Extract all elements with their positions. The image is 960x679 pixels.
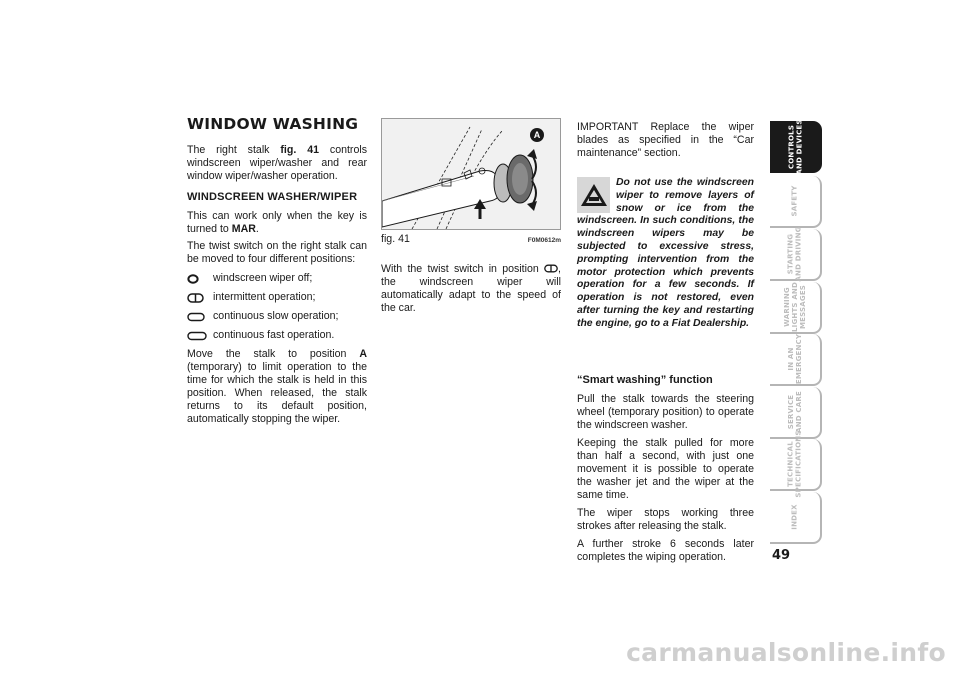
figure-callout-a: A	[533, 130, 541, 140]
smart-paragraph: A further stroke 6 seconds later completes the wiping operation.	[577, 537, 754, 563]
position-label: windscreen wiper off;	[213, 272, 313, 284]
section-title: WINDOW WASHING	[187, 115, 359, 133]
wiper-off-icon	[187, 274, 199, 284]
tab-in-an-emergency[interactable]: IN AN EMERGENCY	[770, 334, 822, 386]
tab-technical-specifications[interactable]: TECHNICAL SPECIFICATIONS	[770, 439, 822, 491]
tab-service-and-care[interactable]: SERVICE AND CARE	[770, 387, 822, 439]
page-number: 49	[771, 548, 791, 563]
smart-paragraph: Pull the stalk towards the steering wheel (temporary position) to operate the windscreen washer.	[577, 392, 754, 431]
tab-controls-and-devices[interactable]: CONTROLS AND DEVICES	[770, 121, 822, 173]
warning-triangle-icon	[580, 182, 608, 208]
continuous-slow-icon	[187, 312, 205, 322]
tab-safety[interactable]: SAFETY	[770, 176, 822, 228]
column-right	[577, 121, 754, 569]
figure-41	[381, 118, 561, 230]
important-note: IMPORTANT Replace the wiper blades as specified in the “Car maintenance” section.	[577, 121, 754, 159]
figure-label: fig. 41	[381, 233, 410, 245]
warning-icon-box	[577, 177, 610, 213]
warning-box	[577, 177, 754, 331]
intro-paragraph: The right stalk fig. 41 controls windscreen wiper/washer and rear window wiper/washer operation.	[187, 144, 367, 182]
move-paragraph: Move the stalk to position A (temporary) to limit operation to the time for which the stalk is held in this position. When released, the stalk returns to its default position, automatically stopping the wiper.	[187, 348, 367, 425]
figure-reference: fig. 41	[280, 144, 319, 156]
twist-paragraph: The twist switch on the right stalk can be moved to four different positions:	[187, 240, 367, 265]
position-label: continuous fast operation.	[213, 329, 335, 341]
figure-code: F0M0612m	[527, 237, 561, 244]
position-item	[187, 329, 367, 342]
key-paragraph: This can work only when the key is turned to MAR.	[187, 210, 367, 235]
column-middle	[381, 118, 561, 320]
tab-index[interactable]: INDEX	[770, 492, 822, 544]
tab-starting-and-driving[interactable]: STARTING AND DRIVING	[770, 229, 822, 281]
auto-speed-paragraph: With the twist switch in position , the windscreen wiper will automatically adapt to the speed of the car.	[381, 263, 561, 314]
position-label: continuous slow operation;	[213, 310, 339, 322]
intermittent-icon	[544, 264, 558, 273]
position-a-label: A	[359, 348, 367, 360]
position-label: intermittent operation;	[213, 291, 316, 303]
subheading-washer-wiper: WINDSCREEN WASHER/WIPER	[187, 191, 358, 203]
position-item	[187, 272, 367, 285]
tab-warning-lights-and-messages[interactable]: WARNING LIGHTS AND MESSAGES	[770, 282, 822, 334]
watermark[interactable]: carmanualsonline.info	[626, 638, 946, 667]
key-position-mar: MAR	[231, 223, 256, 235]
smart-paragraph: The wiper stops working three strokes after releasing the stalk.	[577, 506, 754, 532]
column-left	[187, 115, 367, 431]
smart-washing-title: “Smart washing” function	[577, 373, 713, 386]
warning-text: Do not use the windscreen wiper to remove layers of snow or ice from the windscreen. In such conditions, the windscreen wipers may be subjected to excessive stress, prompting intervention from the motor protection which prevents operation for a few seconds. If operation is not restored, even after turning the key and restarting the engine, go to a Fiat Dealership.	[577, 177, 754, 329]
smart-paragraph: Keeping the stalk pulled for more than half a second, with just one movement it is possible to operate the washer jet and the wiper at the same time.	[577, 436, 754, 501]
intermittent-icon	[187, 293, 204, 303]
figure-caption	[381, 233, 561, 247]
position-item	[187, 310, 367, 323]
position-item	[187, 291, 367, 304]
continuous-fast-icon	[187, 331, 207, 341]
